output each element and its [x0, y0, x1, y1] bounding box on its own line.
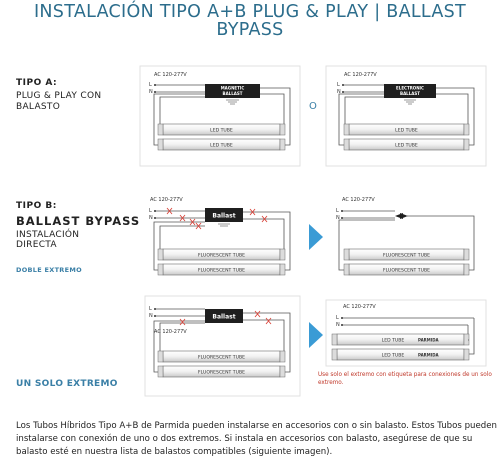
- brand-label: PARMIDA: [418, 337, 439, 343]
- fluorescent-tube-2-label: FLUORESCENT TUBE: [198, 370, 245, 376]
- arrow-right-icon: [309, 322, 323, 348]
- brand-label: PARMIDA: [418, 352, 439, 358]
- voltage-label: AC 120-277V: [344, 72, 377, 78]
- single-end-note: Use solo el extremo con etiqueta para conexiones de un solo extremo.: [318, 372, 492, 386]
- voltage-label: AC 120-277V: [150, 197, 183, 203]
- diagram-a-magnetic: [140, 66, 300, 166]
- voltage-label: AC 120-277V: [343, 304, 376, 310]
- led-tube-2-label: LED TUBE: [381, 353, 405, 359]
- voltage-label: AC 120-277V: [342, 197, 375, 203]
- line-label-l: L: [336, 315, 339, 321]
- line-label-l: L: [149, 208, 152, 214]
- led-tube-2-label: LED TUBE: [210, 143, 233, 149]
- line-label-l: L: [337, 82, 340, 88]
- line-label-n: N: [337, 89, 341, 95]
- line-label-l: L: [149, 82, 152, 88]
- doble-extremo-label: DOBLE EXTREMO: [16, 266, 82, 274]
- ballast-label-line2: BALLAST: [222, 91, 243, 96]
- diagram-b-single-after: [326, 300, 486, 366]
- voltage-label: AC 120-277V: [154, 72, 187, 78]
- line-label-n: N: [149, 313, 153, 319]
- ballast-label: Ballast: [212, 212, 236, 220]
- footer-description: Los Tubos Híbridos Tipo A+B de Parmida pueden instalarse en accesorios con o sin balasto. Estos Tubos pueden instalarse con conexión de uno o dos extremos. Si instala en accesorios con balasto, asegúrese de que su balasto esté en nuestra lista de balastos compatibles (siguiente imagen).: [16, 421, 497, 457]
- diagram-b-double-before: [149, 197, 290, 275]
- tipo-b-heading: TIPO B:: [16, 201, 57, 211]
- led-tube-1-label: LED TUBE: [210, 128, 233, 134]
- voltage-label: AC 120-277V: [154, 329, 187, 335]
- fluorescent-tube-1-label: FLUORESCENT TUBE: [198, 253, 245, 259]
- fluorescent-tube-2-label: FLUORESCENT TUBE: [383, 268, 430, 274]
- diagram-a-electronic: [326, 66, 486, 166]
- line-label-n: N: [149, 215, 153, 221]
- ballast-label-line1: MAGNETIC: [220, 85, 245, 91]
- line-label-n: N: [336, 322, 340, 328]
- line-label-l: L: [336, 208, 339, 214]
- led-tube-2-label: LED TUBE: [395, 143, 418, 149]
- fluorescent-tube-1-label: FLUORESCENT TUBE: [198, 355, 245, 361]
- ballast-label: Ballast: [212, 313, 236, 321]
- line-label-n: N: [336, 215, 340, 221]
- ballast-label-line2: BALLAST: [400, 91, 420, 96]
- line-label-n: N: [149, 89, 153, 95]
- arrow-right-icon: [309, 224, 323, 250]
- ballast-label-line1: ELECTRONIC: [396, 85, 424, 91]
- fluorescent-tube-2-label: FLUORESCENT TUBE: [198, 268, 245, 274]
- tipo-b-subheading: BALLAST BYPASS: [16, 214, 141, 228]
- un-solo-extremo-label: UN SOLO EXTREMO: [16, 379, 118, 389]
- tipo-a-description: PLUG & PLAY CON BALASTO: [16, 91, 102, 112]
- page-title: INSTALACIÓN TIPO A+B PLUG & PLAY | BALLAST BYPASS: [33, 2, 467, 40]
- diagram-b-double-after: [336, 197, 474, 275]
- led-tube-1-label: LED TUBE: [395, 128, 418, 134]
- tipo-b-description: INSTALACIÓN DIRECTA: [16, 230, 80, 250]
- tipo-a-heading: TIPO A:: [16, 78, 58, 88]
- fluorescent-tube-1-label: FLUORESCENT TUBE: [383, 253, 430, 259]
- led-tube-1-label: LED TUBE: [381, 338, 405, 344]
- diagram-b-single-before: [145, 296, 300, 396]
- line-label-l: L: [149, 306, 152, 312]
- or-separator: O: [309, 101, 317, 112]
